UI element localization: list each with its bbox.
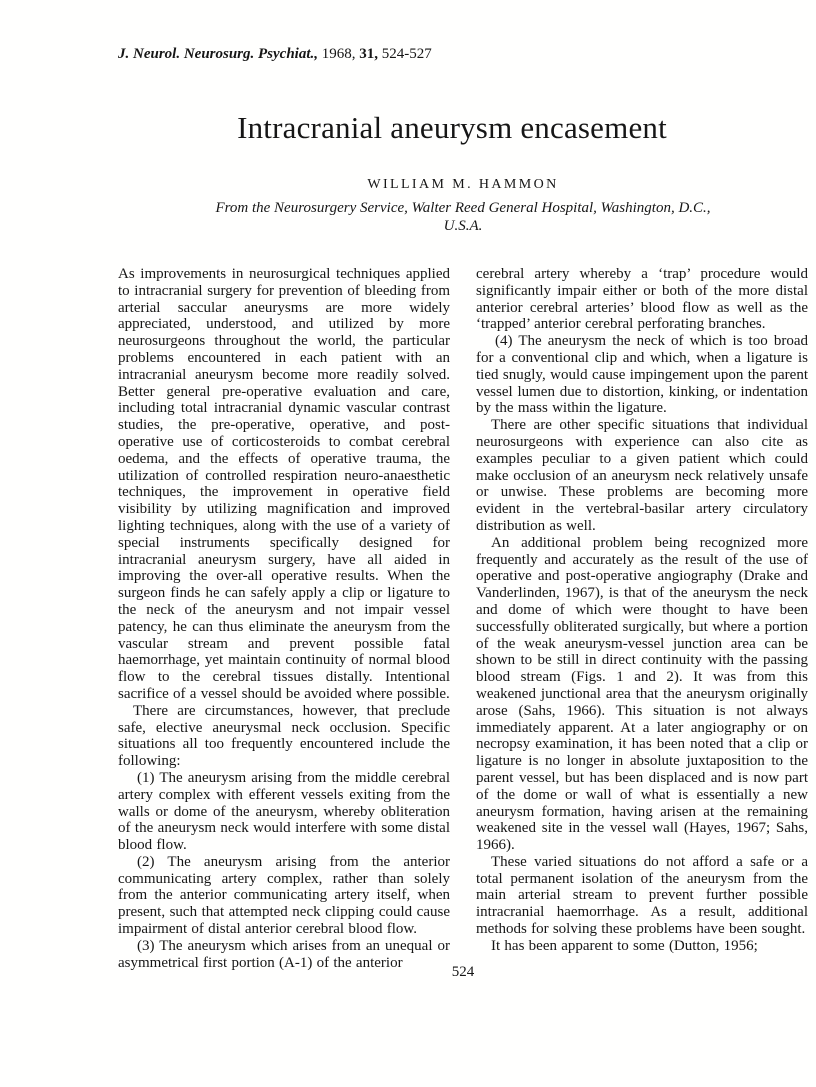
paragraph: An additional problem being recognized more frequently and accurately as the result of the use of operative and post-operative angiography (Drake and Vanderlinden, 1967), is that of the aneurysm the neck and dome of which were thought to have been successfully obliterated surgically, but where a portion of the weak aneurysm-vessel junction area can be shown to be still in direct continuity with the passing blood stream (Figs. 1 and 2). It was from this weakened junctional area that the aneurysm originally arose (Sahs, 1966). This situation is not always immediately apparent. At a later angiography or on necropsy examination, it has been noted that a clip or ligature is no longer in absolute juxtaposition to the parent vessel, but has been displaced and is now part of the dome or wall of what is essentially a new aneurysm formation, having arisen at the remaining weakened site in the vessel wall (Hayes, 1967; Sahs, 1966). <box>476 534 808 854</box>
paragraph: These varied situations do not afford a safe or a total permanent isolation of the aneurysm from the main arterial stream to prevent further possible intracranial haemorrhage. As a result, additional methods for solving these problems have been sought. <box>476 853 808 938</box>
page-number: 524 <box>451 964 475 980</box>
article-body <box>118 266 808 971</box>
paragraph: There are other specific situations that individual neurosurgeons with experience can also cite as examples peculiar to a given patient which could make occlusion of an aneurysm neck relatively unsafe or unwise. These problems are becoming more evident in the vertebral-basilar artery circulatory distribution as well. <box>476 417 808 534</box>
paragraph: (1) The aneurysm arising from the middle cerebral artery complex with efferent vessels exiting from the walls or dome of the aneurysm, whereby obliteration of the aneurysm neck would interfere with some distal blood flow. <box>118 769 450 854</box>
paragraph: cerebral artery whereby a ‘trap’ procedure would significantly impair either or both of the more distal anterior cerebral arteries’ blood flow as well as the ‘trapped’ anterior cerebral perforating branches. <box>476 266 808 333</box>
journal-citation <box>118 46 432 63</box>
journal-pages: 524-527 <box>378 46 432 62</box>
page-title: Intracranial aneurysm encasement <box>237 110 667 145</box>
affiliation-line-1: From the Neurosurgery Service, Walter Reed General Hospital, Washington, D.C., <box>215 200 711 216</box>
journal-year: 1968, <box>318 46 360 62</box>
paragraph: (3) The aneurysm which arises from an unequal or asymmetrical first portion (A-1) of the anterior <box>118 937 450 971</box>
paragraph: (4) The aneurysm the neck of which is too broad for a conventional clip and which, when a ligature is tied snugly, would cause impingement upon the parent vessel lumen due to distortion, kinking, or indentation by the mass within the ligature. <box>476 333 808 417</box>
paragraph: (2) The aneurysm arising from the anterior communicating artery complex, rather than solely from the anterior communicating artery itself, when present, such that attempted neck clipping could cause impairment of distal anterior cerebral blood flow. <box>118 853 450 938</box>
journal-volume: 31, <box>359 46 379 62</box>
left-column <box>118 266 450 971</box>
author-affiliation <box>118 199 808 235</box>
journal-name: J. Neurol. Neurosurg. Psychiat., <box>118 46 319 62</box>
paragraph: As improvements in neurosurgical techniques applied to intracranial surgery for prevention of bleeding from arterial saccular aneurysms are more widely appreciated, understood, and utilized by more neurosurgeons throughout the world, the particular problems encountered in each patient with an intracranial aneurysm become more readily solved. Better general pre-operative evaluation and care, including total intracranial dynamic vascular contrast studies, the pre-operative, operative, and post-operative use of corticosteroids to combat cerebral oedema, and the effects of operative trauma, the utilization of controlled respiration neuro-anaesthetic techniques, the improvement in operative field visibility by utilizing magnification and improved lighting techniques, along with the use of a variety of special instruments specifically designed for intracranial aneurysm surgery, have all aided in improving the over-all operative results. When the surgeon finds he can safely apply a clip or ligature to the neck of the aneurysm and not impair vessel patency, he can thus eliminate the aneurysm from the vascular stream and prevent possible fatal haemorrhage, yet maintain continuity of normal blood flow to the cerebral tissues distally. Intentional sacrifice of a vessel should be avoided where possible. <box>118 266 450 702</box>
paragraph: There are circumstances, however, that preclude safe, elective aneurysmal neck occlusion. Specific situations all too frequently encountered include the following: <box>118 702 450 770</box>
paragraph: It has been apparent to some (Dutton, 1956; <box>491 937 758 954</box>
affiliation-line-2: U.S.A. <box>443 218 483 234</box>
right-column <box>476 266 808 971</box>
author-name: WILLIAM M. HAMMON <box>367 177 559 192</box>
